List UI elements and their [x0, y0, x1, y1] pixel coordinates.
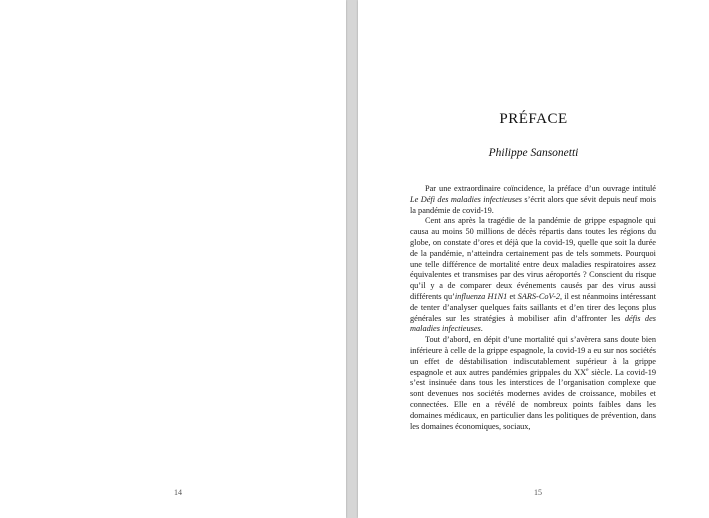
page-left: [0, 0, 346, 518]
page-right: [358, 0, 709, 518]
italic-text: influenza H1N1: [454, 291, 508, 301]
text-run: .: [480, 324, 483, 334]
text-run: s’écrit alors que sévit depuis neuf mois la pandémie de covid-19.: [410, 194, 656, 215]
text-run: siècle. La covid-19 s’est insinuée dans tous les interstices de l’organisation complexe que sont devenues nos sociétés modernes avides de croissance, mobiles et connectées. Elle en a révélé de nombreux points faibles dans les domaines médicaux, en particulier dans les politiques de prévention, dans les domaines économiques, sociaux,: [410, 367, 656, 431]
preface-body: [410, 184, 656, 432]
page-number-left: 14: [174, 488, 182, 497]
chapter-title: PRÉFACE: [499, 111, 568, 127]
text-run: , il est néanmoins intéressant de tenter d’analyser quelques faits saillants et d’en tirer des leçons plus générales sur les stratégies à mobiliser afin d’affronter les: [410, 291, 657, 323]
paragraph: [410, 335, 656, 432]
author-name: Philippe Sansonetti: [488, 147, 579, 159]
italic-text: défis des maladies infectieuses: [410, 313, 656, 334]
paragraph: [410, 184, 656, 216]
text-run: Par une extraordinaire coïncidence, la préface d’un ouvrage intitulé: [425, 184, 656, 193]
superscript-text: e: [586, 366, 589, 373]
paragraph: [410, 216, 656, 335]
page-number-right: 15: [534, 488, 542, 497]
italic-text: Le Défi des maladies infectieuses: [410, 194, 522, 204]
text-run: Tout d’abord, en dépit d’une mortalité qui s’avèrera sans doute bien inférieure à celle de la grippe espagnole, la covid-19 a eu sur nos sociétés un effet de déstabilisation indiscutablement supérieur à la grippe espagnole et aux autres pandémies grippales du XX: [410, 335, 656, 377]
text-run: Cent ans après la tragédie de la pandémie de grippe espagnole qui causa au moins 50 millions de décès répartis dans toutes les régions du globe, on constate d’ores et déjà que la covid-19, quelle que soit la durée de la pandémie, n’atteindra certainement pas de tels sommets. Pourquoi une telle différence de mortalité entre deux maladies respiratoires assez équivalentes et transmises par des virus aéroportés ? Conscient du risque qu’il y a de comparer deux événements causés par des virus aussi différents qu’: [410, 216, 656, 301]
text-run: et: [507, 291, 518, 301]
italic-text: SARS-CoV-2: [517, 291, 561, 301]
